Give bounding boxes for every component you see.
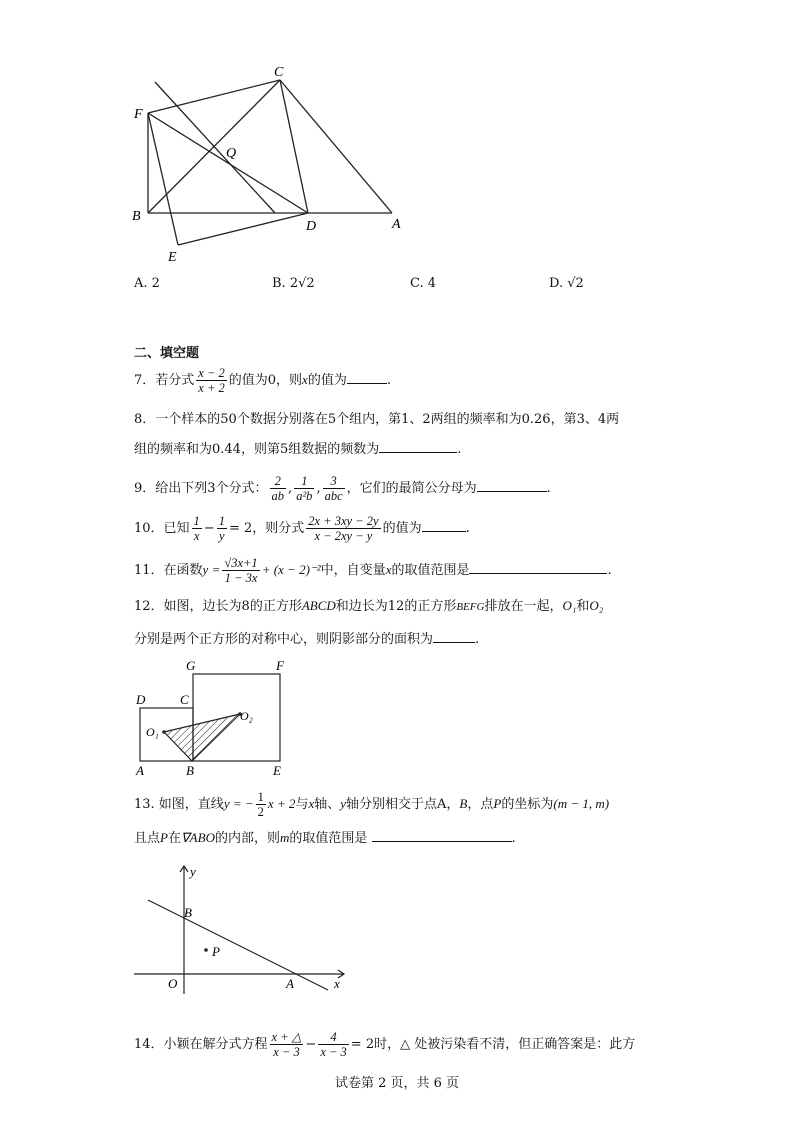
question-13-line1: 13. 如图，直线y = − $\frac{1}{2}$ x + 2与x轴、y轴分别相交于点A，B，点P的坐标为(m − 1, m) [134,790,610,819]
axis-label-y: y [190,864,196,879]
label-F: F [276,658,284,673]
figure-q12-squares [128,654,298,780]
label-D: D [306,219,317,234]
label-O2: O₂ [240,709,253,723]
label-G: G [186,658,196,673]
section-title: 二、填空题 [134,346,200,361]
choice-d: D. √2 [549,276,584,291]
label-B: B [132,209,141,224]
label-O: O [168,976,178,991]
choice-a: A. 2 [134,276,160,291]
label-C: C [274,65,284,80]
label-A: A [392,217,401,232]
question-8-line2: 组的频率和为0.44，则第5组数据的频数为 . [134,442,462,457]
label-A: A [286,976,294,991]
label-B: B [186,763,194,778]
label-F: F [134,107,143,122]
question-8-line1: 8．一个样本的50个数据分别落在5个组内，第1、2两组的频率和为0.26，第3、4两 [134,412,620,427]
answer-blank[interactable] [422,519,466,532]
answer-blank[interactable] [469,561,607,574]
answer-blank[interactable] [477,479,547,492]
answer-blank[interactable] [347,371,387,384]
question-13-line2: 且点P在∇ABO的内部，则m的取值范围是 . [134,830,516,846]
answer-blank[interactable] [379,440,457,453]
label-C: C [180,692,189,707]
question-9: 9．给出下列3个分式： $\frac{2}{ab}$ , $\frac{1}{\text{a²b}}$ , $\frac{3}{\text{abc}}$ ，它们的最简公分母为 . [134,474,551,503]
question-7: 7．若分式 $\frac{x - 2}{x + 2}$ 的值为0，则x的值为 . [134,366,391,395]
label-E: E [273,763,281,778]
label-B: B [184,905,192,920]
answer-blank[interactable] [433,630,475,643]
figure-top-geometry [120,60,420,265]
choice-b: B. 2√2 [272,276,315,291]
label-D: D [136,692,146,707]
answer-blank[interactable] [372,829,512,842]
label-E: E [168,250,177,265]
label-O1: O₁ [146,725,159,739]
figure-q13-coordinate [126,860,356,1000]
question-12-line2: 分别是两个正方形的对称中心，则阴影部分的面积为 . [134,632,480,647]
page-footer: 试卷第 2 页，共 6 页 [334,1076,460,1091]
axis-label-x: x [334,976,340,991]
question-10: 10．已知 $\frac{1}{x}$ − $\frac{1}{y}$ = 2，则分式 $\frac{2x + 3xy - 2y}{x - 2xy - y}$ 的值为 . [134,514,470,543]
question-11: 11．在函数y = $\frac{√3x+1}{1 - 3x}$ + (x − 2)⁻²中，自变量x的取值范围是 . [134,556,612,585]
label-A: A [136,763,144,778]
question-14: 14．小颖在解分式方程 $\frac{x + \triangle}{x - 3}$ − $\frac{4}{x - 3}$ = 2时，△ 处被污染看不清，但正确答案是：此方 [134,1030,636,1059]
label-Q: Q [226,146,237,161]
question-12-line1: 12．如图，边长为8的正方形ABCD和边长为12的正方形BEFG排放在一起，O₁和O₂ [134,598,604,614]
choice-c: C. 4 [410,276,437,291]
label-P: P [212,944,220,959]
